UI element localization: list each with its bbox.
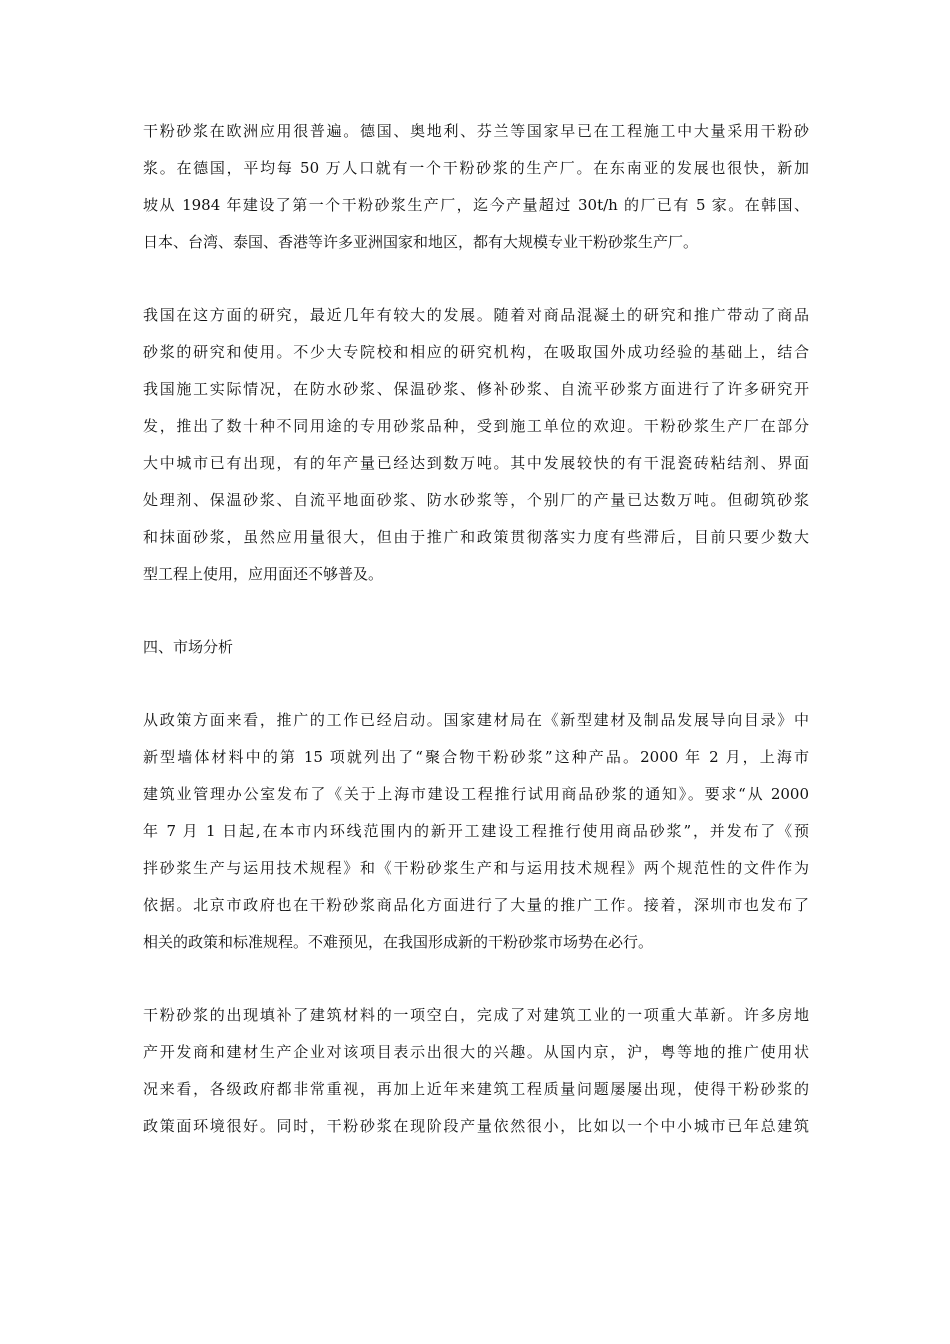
section-heading: 四、市场分析 xyxy=(143,638,234,656)
paragraph-europe-asia xyxy=(143,113,809,261)
text-line: 发，推出了数十种不同用途的专用砂浆品种，受到施工单位的欢迎。干粉砂浆生产厂在部分 xyxy=(143,417,809,435)
text-line: 我国施工实际情况，在防水砂浆、保温砂浆、修补砂浆、自流平砂浆方面进行了许多研究开 xyxy=(143,380,809,398)
paragraph-gap xyxy=(143,961,809,997)
paragraph-policy xyxy=(143,702,809,961)
text-line: 干粉砂浆在欧洲应用很普遍。德国、奥地利、芬兰等国家早已在工程施工中大量采用干粉砂 xyxy=(143,122,809,140)
text-line: 相关的政策和标准规程。不难预见，在我国形成新的干粉砂浆市场势在必行。 xyxy=(143,933,654,951)
text-line: 产开发商和建材生产企业对该项目表示出很大的兴趣。从国内京，沪，粤等地的推广使用状 xyxy=(143,1043,809,1061)
paragraph-gap xyxy=(143,261,809,297)
text-line: 况来看，各级政府都非常重视，再加上近年来建筑工程质量问题屡屡出现，使得干粉砂浆的 xyxy=(143,1080,809,1098)
text-line: 干粉砂浆的出现填补了建筑材料的一项空白，完成了对建筑工业的一项重大革新。许多房地 xyxy=(143,1006,809,1024)
text-line: 建筑业管理办公室发布了《关于上海市建设工程推行试用商品砂浆的通知》。要求“从 2000 xyxy=(143,785,809,803)
text-line: 日本、台湾、泰国、香港等许多亚洲国家和地区，都有大规模专业干粉砂浆生产厂。 xyxy=(143,233,699,251)
text-line: 和抹面砂浆，虽然应用量很大，但由于推广和政策贯彻落实力度有些滞后，目前只要少数大 xyxy=(143,528,809,546)
text-line: 我国在这方面的研究，最近几年有较大的发展。随着对商品混凝土的研究和推广带动了商品 xyxy=(143,306,809,324)
text-line: 拌砂浆生产与运用技术规程》和《干粉砂浆生产和与运用技术规程》两个规范性的文件作为 xyxy=(143,859,809,877)
paragraph-gap xyxy=(143,593,809,629)
text-line: 政策面环境很好。同时，干粉砂浆在现阶段产量依然很小，比如以一个中小城市已年总建筑 xyxy=(143,1117,809,1135)
paragraph-market-outlook xyxy=(143,997,809,1145)
paragraph-gap xyxy=(143,666,809,702)
text-line: 从政策方面来看，推广的工作已经启动。国家建材局在《新型建材及制品发展导向目录》中 xyxy=(143,711,809,729)
text-line: 型工程上使用，应用面还不够普及。 xyxy=(143,565,384,583)
section-heading-market-analysis xyxy=(143,629,809,666)
text-line: 依据。北京市政府也在干粉砂浆商品化方面进行了大量的推广工作。接着，深圳市也发布了 xyxy=(143,896,809,914)
text-line: 大中城市已有出现，有的年产量已经达到数万吨。其中发展较快的有干混瓷砖粘结剂、界面 xyxy=(143,454,809,472)
text-line: 浆。在德国，平均每 50 万人口就有一个干粉砂浆的生产厂。在东南亚的发展也很快，新加 xyxy=(143,159,809,177)
text-line: 处理剂、保温砂浆、自流平地面砂浆、防水砂浆等，个别厂的产量已达数万吨。但砌筑砂浆 xyxy=(143,491,809,509)
paragraph-china-research xyxy=(143,297,809,593)
text-line: 坡从 1984 年建设了第一个干粉砂浆生产厂，迄今产量超过 30t/h 的厂已有 5 家。在韩国、 xyxy=(143,196,809,214)
text-line: 新型墙体材料中的第 15 项就列出了“聚合物干粉砂浆”这种产品。2000 年 2 月，上海市 xyxy=(143,748,809,766)
text-line: 砂浆的研究和使用。不少大专院校和相应的研究机构，在吸取国外成功经验的基础上，结合 xyxy=(143,343,809,361)
document-body xyxy=(143,113,809,1145)
text-line: 年 7 月 1 日起,在本市内环线范围内的新开工建设工程推行使用商品砂浆”，并发布了《预 xyxy=(143,822,809,840)
